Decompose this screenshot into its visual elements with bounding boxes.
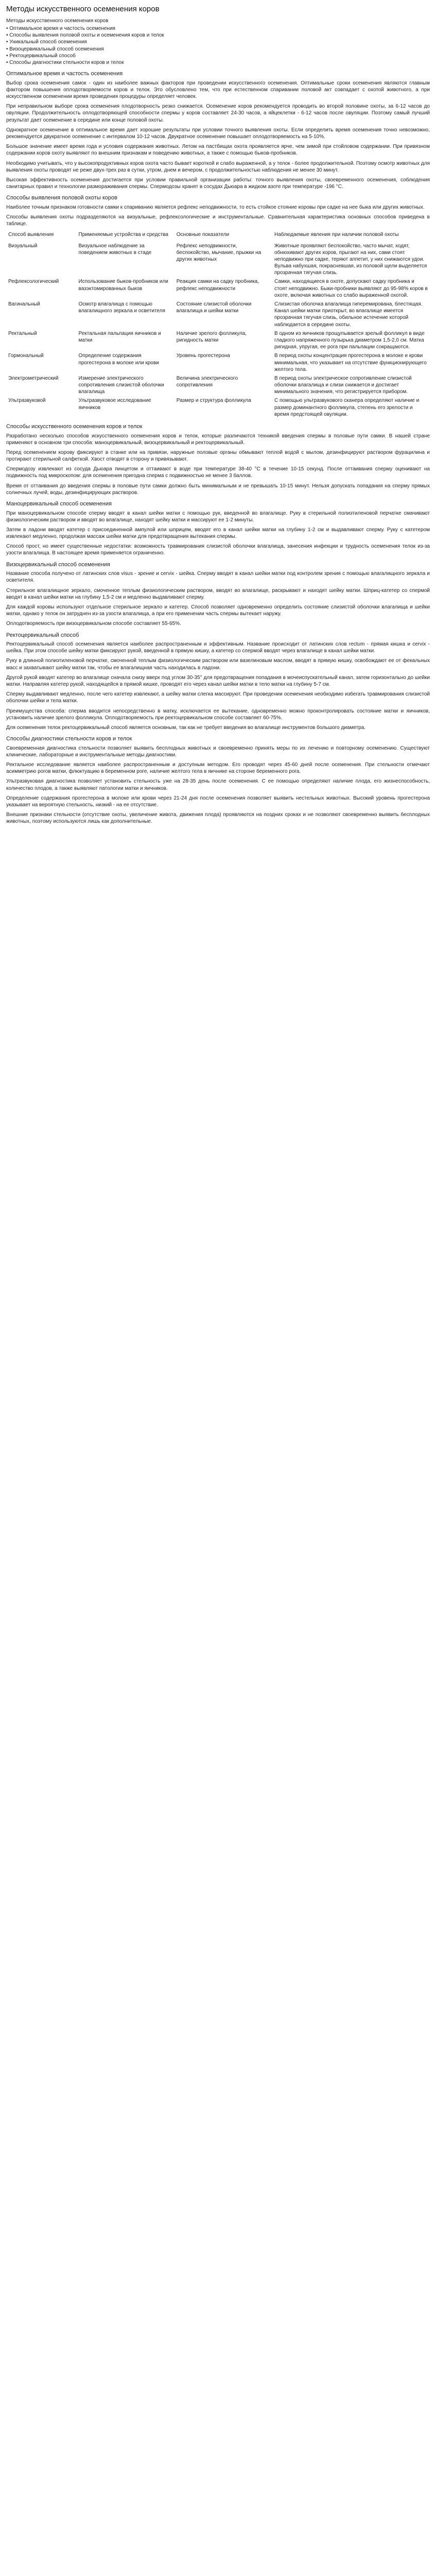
table-header-cell: Применяемые устройства и средства: [78, 232, 168, 238]
method-cell: Рефлексологический: [8, 279, 59, 285]
paragraph: Ректоцервикальный способ осеменения является наиболее распространенным и эффективным. Название происходит от латинских слов rectum - прямая кишка и cervix - шейка. При этом способе шейку матки фиксируют рукой, введенной в прямую кишку, а катетер со спермой вводят через влагалище в канал шейки матки.: [6, 641, 430, 654]
indicators-cell: Состояние слизистой оболочки влагалища и шейки матки: [176, 301, 252, 314]
table-row: [6, 351, 430, 374]
method-cell: Вагинальный: [8, 301, 40, 308]
paragraph: Наиболее точным признаком готовности самки к спариванию является рефлекс неподвижности, то есть стойкое стояние коровы при садке на нее быка или других животных.: [6, 204, 425, 210]
paragraph: Перед осеменением корову фиксируют в станке или на привязи, наружные половые органы обмывают теплой водой с мылом, дезинфицируют раствором фурацилина и протирают стерильной салфеткой. Хвост отводят в сторону и привязывают.: [6, 449, 430, 463]
paragraph: Большое значение имеет время года и условия содержания животных. Летом на пастбищах охота проявляется ярче, чем зимой при стойловом содержании. При привязном содержании коров охоту выявляют по внешним признакам и поведению животных, а также с помощью быков-пробников.: [6, 144, 430, 157]
devices-cell: Ректальная пальпация яичников и матки: [78, 330, 161, 343]
table-header-row: [6, 230, 430, 241]
paragraph: Определение содержания прогестерона в молоке или крови через 21-24 дня после осеменения позволяет выявить нестельных животных. Высокий уровень прогестерона указывает на вероятную стельность, низкий - на ее отсутствие.: [6, 795, 430, 808]
paragraph: Ректальное исследование является наиболее распространенным и доступным методом. Его проводят через 45-60 дней после осеменения. При стельности отмечают асимметрию рогов матки, флюктуацию в беременном роге, наличие желтого тела в яичнике на стороне беременного рога.: [6, 761, 430, 775]
paragraph: Стерильное влагалищное зеркало, смоченное теплым физиологическим раствором, вводят во влагалище, раскрывают и находят шейку матки. Шприц-катетер со спермой вводят в канал шейки матки на глубину 1,5-2 см и медленно выдавливают сперму.: [6, 587, 430, 600]
method-cell: Визуальный: [8, 243, 38, 249]
methods-table: [6, 230, 430, 419]
paragraph: Для каждой коровы используют отдельное стерильное зеркало и катетер. Способ позволяет одновременно определить состояние слизистой оболочки влагалища и шейки матки, однако у телок он затруднен из-за узости влагалища, а при его применении часть спермы вытекает наружу.: [6, 604, 430, 617]
toc-link[interactable]: Уникальный способ осеменения: [9, 39, 87, 45]
devices-cell: Определение содержания прогестерона в молоке или крови: [78, 353, 159, 366]
section-heading: Оптимальное время и частость осеменения: [6, 71, 123, 77]
indicators-cell: Уровень прогестерона: [176, 353, 230, 359]
table-row: [6, 396, 430, 419]
table-header-cell: Основные показатели: [176, 232, 230, 238]
section-heading: Визоцервикальный способ осеменения: [6, 561, 110, 568]
method-cell: Электрометрический: [8, 375, 59, 381]
devices-cell: Осмотр влагалища с помощью влагалищного зеркала и осветителя: [78, 301, 165, 314]
section-heading: Способы выявления половой охоты коров: [6, 195, 117, 201]
paragraph: Высокая эффективность осеменения достигается при условии правильной организации работы: точного выявления охоты, своевременного осеменения, соблюдения санитарных правил и технологии размораживания спермы. Спермодозы хранят в сосудах Дьюара в жидком азоте при температуре -196 °С.: [6, 177, 430, 190]
table-row: [6, 300, 430, 329]
paragraph: Время от оттаивания до введения спермы в половые пути самки должно быть минимальным и не превышать 10-15 минут. Нельзя допускать попадания на сперму прямых солнечных лучей, воды, дезинфицирующих растворов.: [6, 483, 430, 496]
devices-cell: Ультразвуковое исследование яичников: [78, 398, 151, 411]
method-cell: Ректальный: [8, 330, 37, 336]
signs-cell: В период охоты электрическое сопротивление слизистой оболочки влагалища и слизи снижается и достигает минимального значения, что регистрируется прибором.: [274, 375, 412, 395]
article: [0, 0, 436, 833]
section-heading: Ректоцервикальный способ: [6, 632, 79, 638]
table-of-contents: • Оптимальное время и частость осеменения • Способы выявления половой охоты и осеменения коров и телок • Уникальный способ осеменения • Визоцервикальный способ осеменения • Ректоцервикальный способ • Способы диагностики стельности коров и телок: [6, 25, 164, 65]
indicators-cell: Рефлекс неподвижности, беспокойство, мычание, прыжки на других животных: [176, 243, 261, 262]
table-row: [6, 329, 430, 352]
devices-cell: Измерение электрического сопротивления слизистой оболочки влагалища: [78, 375, 164, 395]
signs-cell: В одном из яичников прощупывается зрелый фолликул в виде гладкого напряженного пузырька диаметром 1,5-2,0 см. Матка ригидная, упругая, ее рога при пальпации сокращаются.: [274, 330, 425, 350]
paragraph: Способы выявления охоты подразделяются на визуальные, рефлексологические и инструментальные. Сравнительная характеристика основных способов приведена в таблице.: [6, 214, 430, 227]
paragraph: Внешние признаки стельности (отсутствие охоты, увеличение живота, движения плода) проявляются на поздних сроках и не позволяют своевременно выявить бесплодных животных, поэтому используются лишь как дополнительные.: [6, 812, 430, 825]
signs-cell: С помощью ультразвукового сканера определяют наличие и размер доминантного фолликула, степень его зрелости и время предстоящей овуляции.: [274, 398, 420, 417]
paragraph: Сперму выдавливают медленно, после чего катетер извлекают, а шейку матки слегка массируют. При проведении осеменения необходимо избегать травмирования слизистой оболочки шейки и тела матки.: [6, 691, 430, 704]
toc-link[interactable]: Визоцервикальный способ осеменения: [9, 46, 104, 52]
paragraph: Спермодозу извлекают из сосуда Дьюара пинцетом и оттаивают в воде при температуре 38-40 °С в течение 10-15 секунд. После оттаивания сперму оценивают на подвижность под микроскопом: для осеменения пригодна сперма с подвижностью не менее 3 баллов.: [6, 466, 430, 479]
paragraph: Своевременная диагностика стельности позволяет выявить бесплодных животных и своевременно принять меры по их лечению и повторному осеменению. Существуют клинические, лабораторные и инструментальные методы диагностики.: [6, 745, 430, 758]
toc-link[interactable]: Оптимальное время и частость осеменения: [9, 25, 115, 31]
method-cell: Ультразвуковой: [8, 398, 46, 404]
paragraph: Другой рукой вводят катетер во влагалище сначала снизу вверх под углом 30-35° для предотвращения попадания в мочеиспускательный канал, затем горизонтально до шейки матки. Направляя катетер рукой, находящейся в прямой кишке, проводят его через канал шейки матки в тело матки на глубину 5-7 см.: [6, 674, 430, 687]
paragraph: Однократное осеменение в оптимальное время дает хорошие результаты при условии точного выявления охоты. Если определить время осеменения точно невозможно, рекомендуется двукратное осеменение с интервалом 10-12 часов. Двукратное осеменение повышает оплодотворяемость на 5-10%.: [6, 127, 430, 140]
section-heading: Способы диагностики стельности коров и телок: [6, 736, 132, 742]
indicators-cell: Величина электрического сопротивления: [176, 375, 238, 388]
paragraph: Оплодотворяемость при визоцервикальном способе составляет 55-65%.: [6, 621, 181, 627]
paragraph: Руку в длинной полиэтиленовой перчатке, смоченной теплым физиологическим раствором или вазелиновым маслом, вводят в прямую кишку, освобождают ее от фекальных масс и захватывают шейку матки так, чтобы ее влагалищная часть находилась в ладони.: [6, 658, 430, 671]
paragraph: Способ прост, но имеет существенные недостатки: возможность травмирования слизистой оболочки влагалища, занесения инфекции и трудность осеменения телок из-за узости влагалища. В настоящее время применяется ограниченно.: [6, 544, 430, 556]
indicators-cell: Размер и структура фолликула: [176, 398, 251, 404]
paragraph: Затем в ладони вводят катетер с присоединенной ампулой или шприцем, вводят его в канал шейки матки на глубину 1-2 см и выдавливают сперму. Руку с катетером извлекают медленно, продолжая массаж шейки матки для предотвращения вытекания спермы.: [6, 527, 430, 540]
paragraph: При неправильном выборе срока осеменения плодотворность резко снижается. Осеменение коров рекомендуется проводить во второй половине охоты, за 6-12 часов до овуляции. Продолжительность оплодотворяющей способности спермы у коров составляет 24-30 часов, а яйцеклетки - 6-12 часов после овуляции. Поэтому самый лучший результат дает осеменение в середине или конце половой охоты.: [6, 104, 430, 123]
signs-cell: В период охоты концентрация прогестерона в молоке и крови минимальная, что указывает на отсутствие функционирующего желтого тела.: [274, 353, 427, 372]
signs-cell: Животные проявляют беспокойство, часто мычат, ходят, обнюхивают других коров, прыгают на них, сами стоят неподвижно при садке, теряют аппетит, у них снижаются удои. Вульва набухшая, покрасневшая, из половой щели выделяется прозрачная тягучая слизь.: [274, 243, 427, 276]
paragraph: Название способа получено от латинских слов visus - зрение и cervix - шейка. Сперму вводят в канал шейки матки под контролем зрения с помощью влагалищного зеркала и осветителя.: [6, 571, 430, 584]
section-heading: Маноцервикальный способ осеменения: [6, 501, 112, 507]
page-title: Методы искусственного осеменения коров: [6, 5, 160, 13]
signs-cell: Самки, находящиеся в охоте, допускают садку пробника и стоят неподвижно. Быки-пробники выявляют до 95-98% коров в охоте, включая животных со слабо выраженной охотой.: [274, 279, 428, 298]
paragraph: Выбор срока осеменения самок - один из наиболее важных факторов при проведении искусственного осеменения. Оптимальные сроки осеменения являются главным фактором повышения оплодотворяемости коров и телок. Это обусловлено тем, что при естественном спаривании половой акт совпадает с охотой животного, а при искусственном осеменении время проведения процедуры определяет человек.: [6, 80, 430, 99]
paragraph: Необходимо учитывать, что у высокопродуктивных коров охота часто бывает короткой и слабо выраженной, а у телок - более продолжительной. Поэтому осмотр животных для выявления охоты проводят не реже двух-трех раз в сутки, утром, днем и вечером, с продолжительностью наблюдения не менее 30 минут.: [6, 160, 430, 173]
devices-cell: Визуальное наблюдение за поведением животных в стаде: [78, 243, 152, 256]
paragraph: Ультразвуковая диагностика позволяет установить стельность уже на 28-35 день после осеменения. С ее помощью определяют наличие плода, его жизнеспособность, количество плодов, а также выявляют патологии матки и яичников.: [6, 778, 430, 791]
paragraph: При маноцервикальном способе сперму вводят в канал шейки матки с помощью рук, введенной во влагалище. Руку в стерильной полиэтиленовой перчатке смачивают физиологическим раствором и вводят во влагалище, находят шейку матки и массируют ее 1-2 минуты.: [6, 510, 430, 523]
table-header-cell: Наблюдаемые явления при наличии половой охоты: [274, 232, 399, 238]
toc-link[interactable]: Ректоцервикальный способ: [9, 53, 76, 59]
table-header-cell: Способ выявления: [8, 232, 54, 238]
table-row: [6, 277, 430, 300]
toc-title: Методы искусственного осеменения коров: [6, 18, 109, 24]
indicators-cell: Наличие зрелого фолликула, ригидность матки: [176, 330, 247, 343]
method-cell: Гормональный: [8, 353, 44, 359]
section-heading: Способы искусственного осеменения коров и телок: [6, 423, 143, 430]
table-row: [6, 374, 430, 397]
paragraph: Для осеменения телок ректоцервикальный способ является основным, так как не требует введения во влагалище инструментов большого диаметра.: [6, 724, 366, 731]
paragraph: Разработано несколько способов искусственного осеменения коров и телок, которые различаются техникой введения спермы в половые пути самки. В нашей стране применяют в основном три способа: маноцервикальный, визоцервикальный и ректоцервикальный.: [6, 433, 430, 446]
indicators-cell: Реакция самки на садку пробника, рефлекс неподвижности: [176, 279, 259, 292]
paragraph: Преимущества способа: сперма вводится непосредственно в матку, исключается ее вытекание, одновременно можно проконтролировать состояние матки и яичников, установить наличие зрелого фолликула. Оплодотворяемость при ректоцервикальном способе составляет 60-75%.: [6, 708, 430, 721]
toc-link[interactable]: Способы выявления половой охоты и осеменения коров и телок: [9, 32, 164, 39]
table-row: [6, 242, 430, 278]
toc-link[interactable]: Способы диагностики стельности коров и телок: [9, 59, 124, 65]
signs-cell: Слизистая оболочка влагалища гиперемирована, блестящая. Канал шейки матки приоткрыт, во влагалище имеется прозрачная тягучая слизь, обильное истечение которой наблюдается в середине охоты.: [274, 301, 423, 328]
devices-cell: Использование быков-пробников или вазэктомированных быков: [78, 279, 168, 292]
